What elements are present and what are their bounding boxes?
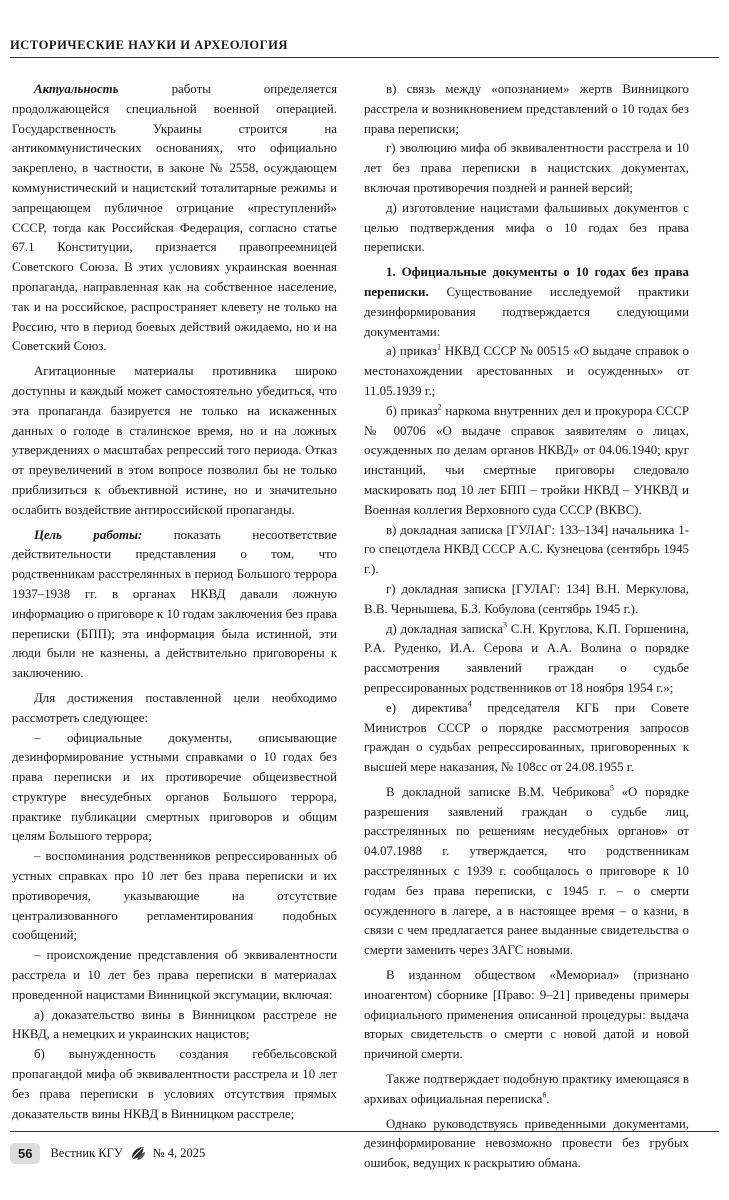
goal-lead: Цель работы: [34,527,143,542]
section-1-paragraph [364,263,689,342]
footnote-ref: 3 [502,620,507,630]
paragraph-propaganda: Агитационные материалы противника широко доступны и каждый может самостоятельно убедиться, что эта пропаганда базируется не только на искаженных данных о голоде в сталинское время, но и на ложных утверждениях о масштабах репрессий того периода. Отказ от преувеличений в этом вопросе позволил бы не только приблизиться к объективной истине, но и значительно ослабить воздействие антироссийской пропаганды. [12,364,337,517]
doc-text: председателя КГБ при Совете Министров СССР о порядке рассмотрения запросов граждан о судьбах репрессированных, приговоренных к высшей мере наказания, № 108сс от 24.08.1955 г. [364,700,690,775]
relevance-lead: Актуальность [34,82,119,96]
footer-divider [10,1131,719,1132]
list-item: б) вынужденность создания геббельсовской пропагандой мифа об эквивалентности расстрела и 10 лет без права переписки в условиях отсутствия прямых доказательств вины НКВД в Винницком расстреле; [12,1047,337,1121]
paragraph-archives [364,1070,689,1110]
left-column [12,80,337,1124]
paragraph-relevance [12,80,337,357]
doc-text: НКВД СССР № 00515 «О выдаче справок о местонахождении арестованных и осужденных» от 11.05.1939 г.; [364,344,689,398]
paragraph-chebrikov [364,783,689,961]
document-item [364,580,689,620]
list-item: – происхождение представления об эквивалентности расстрела и 10 лет без права переписки в материалах проведенной нацистами Винницкой эксгумации, включая: [12,948,337,1002]
doc-text: С.Н. Круглова, К.П. Горшенина, Р.А. Руденко, И.А. Серова и А.А. Волина о порядке рассмотрения заявлений граждан о судьбе репрессированных родственников от 18 ноября 1954 г.»; [364,621,690,695]
page-footer [10,1140,205,1166]
document-item [364,342,689,401]
paragraph-memorial: В изданном обществом «Мемориал» (признано иноагентом) сборнике [Право: 9–21] приведены примеры официального применения описанной процедуры: выдача вторых свидетельств о смерти с новой датой и новой причиной смерти. [364,968,689,1062]
list-item: в) связь между «опознанием» жертв Винницкого расстрела и возникновением представлений о 10 годах без права переписки; [364,82,689,136]
doc-text: г) докладная записка [ГУЛАГ: 134] В.Н. Меркулова, В.В. Чернышева, Б.З. Кобулова (сентябрь 1945 г.). [364,581,689,616]
footnote-ref: 5 [609,783,614,793]
doc-text: наркома внутренних дел и прокурора СССР № 00706 «О выдаче справок заявителям о лицах, осужденных по делам органов НКВД» от 04.06.1940; круг инстанций, чьи смертные приговоры следовало маскировать под 10 лет БПП – тройки НКВД – УНКВД и Военная коллегия Верховного суда СССР (ВКВС). [364,403,689,517]
section-1-heading: 1. Официальные документы о 10 годах без права переписки. [364,265,689,299]
footnote-ref: 6 [542,1090,547,1100]
journal-name: Вестник КГУ [50,1145,123,1160]
paragraph-conclusion: Однако руководствуясь приведенными документами, дезинформирование невозможно провести без грубых ошибок, ведущих к раскрытию обмана. [364,1116,689,1171]
paragraph-text: В докладной записке В.М. Чебрикова [386,784,610,799]
doc-text: б) приказ [386,403,438,418]
doc-text: в) докладная записка [ГУЛАГ: 133–134] начальника 1-го спецотдела НКВД СССР А.С. Кузнецова (сентябрь 1945 г.). [364,522,689,577]
list-item: д) изготовление нацистами фальшивых документов с целью подтверждения мифа о 10 годах без права переписки. [364,200,689,255]
paragraph-text: . [546,1091,550,1106]
paragraph-text: «О порядке разрешения заявлений граждан о судьбе лиц, расстрелянных по решениям несудебных органов» от 04.07.1988 г. утверждается, что родственникам расстрелянных с 1939 г. сообщалось о приговоре к 10 годам без права переписки, с 1945 г. – о смерти осужденного в лагере, а в настоящее время – о казни, в связи с чем предлагается ранее выданные свидетельства о смерти заменить через ЗАГС новыми. [364,784,690,958]
leaf-logo-icon [129,1144,147,1162]
document-item [364,521,689,580]
doc-text: д) докладная записка [386,621,503,636]
right-column [364,80,689,1174]
issue-number: № 4, 2025 [152,1145,206,1160]
paragraph-text: Также подтверждает подобную практику имеющаяся в архивах официальная переписка [364,1072,689,1106]
relevance-text: работы определяется продолжающейся специальной военной операцией. Государственность Украины строится на антикоммунистических основаниях, что официально закреплено, в частности, в законе № 2558, осуждающем коммунистический и нацистский тоталитарные режимы и запрещающем публичное отрицание «преступлений» СССР, тогда как Российская Федерация, согласно статье 67.1 Конституции, признается правопреемницей Советского Союза. В этих условиях украинская военная пропаганда, направленная как на собственное население, так и на российское, распространяет клевету не только на Россию, что в период боевых действий ожидаемо, но и на Советский Союз. [12,82,337,354]
list-item: а) доказательство вины в Винницком расстреле не НКВД, а немецких и украинских нацистов; [12,1007,337,1042]
document-item [364,402,689,521]
document-item [364,699,689,778]
page-number: 56 [10,1143,40,1164]
doc-text: а) приказ [386,344,437,359]
footnote-ref: 1 [436,343,441,353]
paragraph-tasks: Для достижения поставленной цели необходимо рассмотреть следующее: [12,690,337,725]
paragraph-goal [12,526,337,684]
list-item: г) эволюцию мифа об эквивалентности расстрела и 10 лет без права переписки в нацистских документах, включая противоречия поздней и ранней версий; [364,141,689,195]
section-header: ИСТОРИЧЕСКИЕ НАУКИ И АРХЕОЛОГИЯ [10,38,289,52]
footnote-ref: 2 [437,402,442,412]
goal-text: показать несоответствие действительности представления о том, что родственникам расстрелянных в период Большого террора 1937–1938 гг. в органах НКВД давали ложную информацию о приговоре к 10 годам заключения без права переписки (БПП); эта информация была истинной, эти люди были не казнены, а действительно приговорены к заключению. [12,527,337,681]
header-divider [10,57,719,58]
doc-text: е) директива [386,700,468,715]
document-item [364,620,689,699]
section-1-text: Существование исследуемой практики дезинформирования подтверждается следующими документами: [364,284,689,339]
footnote-ref: 4 [467,699,472,709]
list-item: – официальные документы, описывающие дезинформирование устными справками о 10 годах без права переписки и их противоречие общеизвестной структуре внесудебных органов Большого террора, практике публикации смертных приговоров и общим целям Большого террора; [12,730,337,844]
list-item: – воспоминания родственников репрессированных об устных справках про 10 лет без права переписки и их противоречия, указывающие на отсутствие централизованного регламентирования подобных сообщений; [12,849,337,943]
